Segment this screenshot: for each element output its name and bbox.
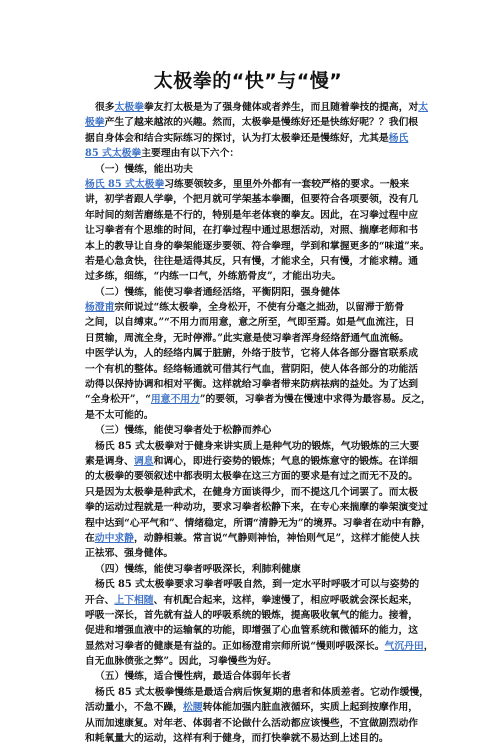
text-run: 开合、	[85, 594, 115, 606]
text-run: （三）慢练，能使习拳者处于松静而养心	[95, 425, 272, 437]
text-run: 主要理由有以下六个：	[141, 148, 240, 160]
text-line	[85, 131, 411, 146]
text-line	[85, 731, 411, 746]
text-line	[85, 254, 419, 269]
text-run: 和调心，即进行姿势的锻炼；气息的锻炼意守的锻炼。在详细	[153, 455, 419, 467]
text-run: 杨氏 85 式太极拳要求习拳者呼吸自然，到一定水平时呼吸才可以与姿势的	[95, 579, 420, 591]
text-line	[85, 146, 411, 161]
text-line	[85, 177, 411, 192]
text-line	[85, 623, 419, 638]
keyword-link[interactable]: 动中求静	[94, 532, 134, 544]
text-line	[85, 346, 419, 361]
text-run: 宗师说过“练太极拳，全身松开，不使有分毫之拙劲，以留滞于筋骨	[114, 302, 405, 314]
text-run: 据自身体会和结合实际练习的探讨，认为打太极拳还是慢练好，尤其是	[85, 132, 389, 144]
text-line	[85, 192, 419, 207]
text-run: ，	[423, 640, 434, 652]
text-line	[85, 531, 420, 546]
keyword-link[interactable]: 太	[418, 102, 429, 113]
text-run: 拳友打太极是为了强身健体或者养生，而且随着拳技的提高，对	[143, 102, 419, 113]
text-run: 程中达到“心平气和”、情绪稳定，所谓“清静无为”的境界。习拳者在动中有静，	[85, 517, 431, 529]
text-line	[85, 362, 419, 377]
text-run: 讲，初学者跟人学拳，个把月就可学架基本拳圈，但要符合各项要领，没有几	[85, 194, 419, 206]
text-line	[85, 485, 419, 500]
text-line	[85, 115, 419, 130]
keyword-link[interactable]: 85 式太极拳	[85, 148, 142, 160]
text-line	[85, 408, 411, 423]
text-line	[85, 469, 419, 484]
keyword-link[interactable]: 调息	[133, 455, 154, 467]
text-run: 呼吸一深长，首先就有益人的呼吸系统的锻炼，提高吸收氧气的能力。接着，	[85, 609, 419, 621]
section-heading	[85, 562, 411, 577]
text-run: 正祛邪、强身健体。	[85, 548, 174, 560]
text-line	[85, 639, 434, 654]
text-line	[85, 608, 419, 623]
text-run: （五）慢练，适合慢性病，最适合体弱年长者	[95, 671, 291, 683]
text-run: 杨氏 85 式太极拳慢练是最适合病后恢复期的患者和体质差者。它动作缓慢，	[95, 686, 429, 698]
text-run: 若是心急贪快，往往是适得其反，只有慢，才能求全，只有慢，才能求精。通	[85, 255, 419, 267]
text-run: 中医学认为，人的经络内属于脏腑，外络于肢节，它将人体各部分器官联系成	[85, 348, 419, 360]
text-line	[85, 516, 431, 531]
text-line	[85, 716, 419, 731]
keyword-link[interactable]: 杨澄甫	[85, 302, 115, 314]
text-line	[85, 315, 415, 330]
section-heading	[85, 285, 411, 300]
text-run: 在	[85, 532, 95, 544]
section-heading	[85, 423, 411, 438]
text-run: 自无血脉偾张之弊”。因此，习拳慢些为好。	[85, 656, 277, 668]
text-run: 本上的教导让自身的拳架能逐步要领、符合拳理，学到和掌握更多的“味道”来。	[85, 240, 430, 252]
text-line	[85, 100, 429, 115]
text-line	[85, 654, 411, 669]
text-line	[85, 239, 430, 254]
text-line	[85, 577, 420, 592]
text-run: 年时间的刻苦磨练是不行的，特别是年老体衰的拳友。因此，在习拳过程中应	[85, 209, 419, 221]
text-run: 只是因为太极拳是种武术，在健身方面谈得少，而不提这几个词罢了。而太极	[85, 486, 419, 498]
text-run: （二）慢练，能使习拳者通经活络，平衡阴阳，强身健体	[95, 286, 340, 298]
text-line	[85, 223, 419, 238]
text-run: 让习拳者有个思维的时间，在打拳过程中通过思想活动，对照、揣摩老师和书	[85, 225, 419, 237]
text-line	[85, 546, 411, 561]
keyword-link[interactable]: 太极拳	[114, 102, 144, 113]
text-run: 是不太可能的。	[85, 409, 154, 421]
text-run: 和耗氧量大的运动，这样有利于健身，而打快拳就不易达到上述目的。	[85, 733, 389, 745]
text-run: 过多练，细练，“内练一口气，外练筋骨皮”，才能出功夫。	[85, 271, 342, 283]
text-line	[85, 392, 431, 407]
text-run: 产生了越来越浓的兴趣。然而，太极拳是慢练好还是快练好呢？？我们根	[104, 117, 419, 129]
keyword-link[interactable]: 气沉丹田	[384, 640, 424, 652]
text-run: 杨氏 85 式太极拳对于健身来讲实质上是种气功的锻炼，气功锻炼的三大要	[95, 440, 420, 452]
keyword-link[interactable]: 极拳	[85, 117, 105, 129]
text-run: 动得以保持协调和相对平衡。这样就给习拳者带来防病祛病的益处。为了达到	[85, 379, 419, 391]
text-run: 转体能加强内脏血液循环，实质上起到按摩作用，	[202, 702, 419, 714]
text-run: 从而加速康复。对年老、体弱者不论做什么活动都应该慢些，不宜做剧烈动作	[85, 717, 419, 729]
text-line	[85, 331, 411, 346]
text-run: 拳的运动过程就是一种动功，要求习拳者松静下来，在专心来揣摩的拳架演变过	[85, 502, 428, 514]
text-run: 之间，以自缚束。”“不用力而用意，意之所至，气即至焉。如是气血流注，日	[85, 317, 415, 329]
article-body	[85, 100, 434, 746]
text-run: 一个有机的整体。经络畅通就可借其行气血，营阴阳，使人体各部分的功能活	[85, 363, 419, 375]
keyword-link[interactable]: 上下相随	[114, 594, 154, 606]
text-line	[85, 593, 419, 608]
text-run: 的太极拳的要领叙述中都表明太极拳在这三方面的要求是有过之而无不及的。	[85, 471, 419, 483]
text-line	[85, 300, 411, 315]
text-run: ”的要领，习拳者为慢在慢速中求得为最容易。反之，	[199, 394, 431, 406]
text-run: 促进和增强血液中的运输氧的功能，即增强了心血管系统和微循环的能力，这	[85, 625, 419, 637]
text-run: 习练要领较多，里里外外都有一套较严格的要求。一般来	[164, 178, 410, 190]
text-run: 日贯输，周流全身，无时停滞。”此实意是使习拳者浑身经络舒通气血流畅。	[85, 332, 410, 344]
text-run: （一）慢练，能出功夫	[95, 163, 193, 175]
text-run: “全身松开”，“	[85, 394, 151, 406]
section-heading	[85, 162, 411, 177]
text-run: 很多	[95, 102, 115, 113]
text-run: （四）慢练，能使习拳者呼吸深长，利肺利健康	[95, 563, 301, 575]
text-line	[85, 685, 429, 700]
text-run: 显然对习拳者的健康是有益的。正如杨澄甫宗师所说“慢则呼吸深长。	[85, 640, 385, 652]
text-run: 素是调身、	[85, 455, 134, 467]
keyword-link[interactable]: 松腰	[182, 702, 203, 714]
text-line	[85, 454, 419, 469]
text-run: ，动静相兼。常言说“气静则神怡，神怡则气足”，这样才能使人扶	[133, 532, 420, 544]
text-line	[85, 700, 419, 715]
text-line	[85, 500, 428, 515]
keyword-link[interactable]: 杨氏	[388, 132, 409, 144]
text-line	[85, 377, 419, 392]
keyword-link[interactable]: 杨氏 85 式太极拳	[85, 178, 165, 190]
text-line	[85, 269, 411, 284]
text-line	[85, 439, 420, 454]
text-run: 、有机配合起来，这样，拳速慢了，相应呼吸就会深长起来，	[153, 594, 419, 606]
section-heading	[85, 669, 411, 684]
page-title: 太极拳的“快”与“慢”	[153, 70, 343, 92]
text-run: 活动量小，不急不躁，	[85, 702, 183, 714]
text-line	[85, 208, 419, 223]
keyword-link[interactable]: 用意不用力	[150, 394, 200, 406]
